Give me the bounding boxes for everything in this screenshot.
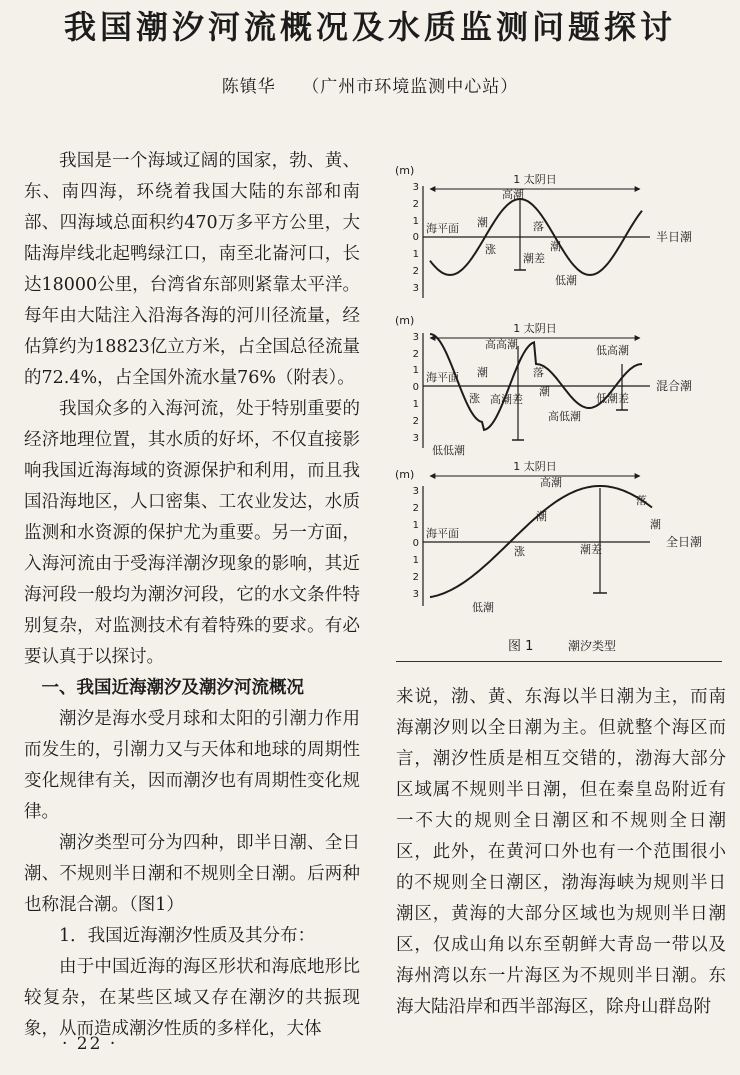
y-tick: 3 [412,433,419,444]
fall-label: 落 [636,494,647,507]
byline [0,72,740,97]
high-range-label: 高潮差 [490,393,523,406]
unit-label: (m) [395,164,415,177]
low-tide-label: 低潮 [472,601,494,614]
y-tick: 3 [412,332,419,343]
range-label: 潮差 [523,252,545,265]
article-title: 我国潮汐河流概况及水质监测问题探讨 [63,8,676,46]
ebb-label: 潮 [550,240,561,253]
span-label: 1 太阴日 [513,460,557,473]
range-label: 潮差 [580,543,602,556]
rise-label: 潮 [477,216,488,229]
high-tide-label: 高潮 [502,188,524,201]
paragraph: 潮汐是海水受月球和太阳的引潮力作用而发生的，引潮力又与天体和地球的周期性变化规律有关，因而潮汐也有周期性变化规律。 [24,709,360,822]
figure-rule [396,661,722,662]
higher-low-label: 高低潮 [548,410,581,423]
high-tide-label: 高潮 [540,476,562,489]
panel-semidiurnal [395,164,692,298]
page-number: · 22 · [62,1034,118,1054]
affiliation: （广州市环境监测中心站） [302,77,519,97]
low-tide-label: 低潮 [555,274,577,287]
lower-high-label: 低高潮 [596,344,629,357]
span-label: 1 太阴日 [513,322,557,335]
paragraph: 来说，渤、黄、东海以半日潮为主，而南海潮汐则以全日潮为主。但就整个海区而言，潮汐性质是相互交错的，渤海大部分区域属不规则半日潮，但在秦皇岛附近有一不大的规则全日潮区和不规则全日潮区，此外，在黄河口外也有一个范围很小的不规则全日潮区，渤海海峡为规则半日潮区，黄海的大部分区域也为规则半日潮区，仅成山角以东至朝鲜大青岛一带以及海州湾以东一片海区为不规则半日潮。东海大陆沿岸和西半部海区，除舟山群岛附 [396,687,726,1017]
span-label: 1 太阴日 [513,173,557,186]
tide-type-label: 混合潮 [656,379,693,393]
higher-high-label: 高高潮 [485,338,518,351]
figure-number: 图 1 [508,639,534,654]
y-tick: 1 [412,399,419,410]
y-tick: 1 [412,249,419,260]
left-column [24,146,360,1045]
unit-label: (m) [395,468,415,481]
ebb-label: 潮 [650,518,661,531]
panel-diurnal [395,459,702,614]
tide-type-label: 全日潮 [666,535,703,549]
y-tick: 1 [412,555,419,566]
y-tick: 2 [412,416,419,427]
section-heading: 一、我国近海潮汐及潮汐河流概况 [41,678,304,698]
sea-level-label: 海平面 [426,222,459,235]
fall-label: 落 [533,220,544,233]
author: 陈镇华 [221,77,276,97]
y-tick: 0 [412,232,419,243]
y-tick: 3 [412,589,419,600]
y-tick: 2 [412,503,419,514]
sea-level-label: 海平面 [426,527,459,540]
subsection-heading: 1．我国近海潮汐性质及其分布： [59,926,316,946]
fall-label: 落 [533,366,544,379]
paragraph: 我国众多的入海河流，处于特别重要的经济地理位置，其水质的好坏，不仅直接影响我国近海海域的资源保护和利用，而且我国沿海地区，人口密集、工农业发达，水质监测和水资源的保护尤为重要。另一方面，入海河流由于受海洋潮汐现象的影响，其近海河段一般均为潮汐河段，它的水文条件特别复杂，对监测技术有着特殊的要求。有必要认真于以探讨。 [24,399,360,667]
sea-level-label: 海平面 [426,371,459,384]
y-tick: 2 [412,266,419,277]
paragraph: 由于中国近海的海区形状和海底地形比较复杂，在某些区域又存在潮汐的共振现象，从而造成潮汐性质的多样化，大体 [24,957,360,1039]
ebb-label: 潮 [539,385,550,398]
panel-mixed [395,314,692,457]
paragraph: 我国是一个海域辽阔的国家，勃、黄、东、南四海，环绕着我国大陆的东部和南部、四海域总面积约470万多平方公里，大陆海岸线北起鸭绿江口，南至北崙河口，长达18000公里，台湾省东部则紧靠太平洋。每年由大陆注入沿海各海的河川径流量，经估算约为18823亿立方米，占全国总径流量的72.4%，占全国外流水量76%（附表）。 [24,151,360,388]
y-tick: 2 [412,349,419,360]
y-tick: 3 [412,182,419,193]
flood-label: 涨 [469,392,480,405]
flood-label: 涨 [485,243,496,256]
rise-label: 潮 [536,510,547,523]
paragraph: 潮汐类型可分为四种，即半日潮、全日潮、不规则半日潮和不规则全日潮。后两种也称混合潮。（图1） [24,833,360,915]
low-range-label: 低潮差 [596,392,629,405]
y-tick: 1 [412,216,419,227]
rise-label: 潮 [477,366,488,379]
right-column [396,682,726,1023]
unit-label: (m) [395,314,415,327]
y-tick: 3 [412,486,419,497]
y-tick: 1 [412,365,419,376]
figure-caption: 潮汐类型 [568,639,617,653]
y-tick: 0 [412,382,419,393]
flood-label: 涨 [514,545,525,558]
y-tick: 2 [412,199,419,210]
tide-types-figure [390,158,726,670]
tide-type-label: 半日潮 [656,230,693,244]
y-tick: 2 [412,572,419,583]
y-tick: 1 [412,520,419,531]
y-tick: 3 [412,283,419,294]
y-tick: 0 [412,538,419,549]
lower-low-label: 低低潮 [432,444,465,457]
